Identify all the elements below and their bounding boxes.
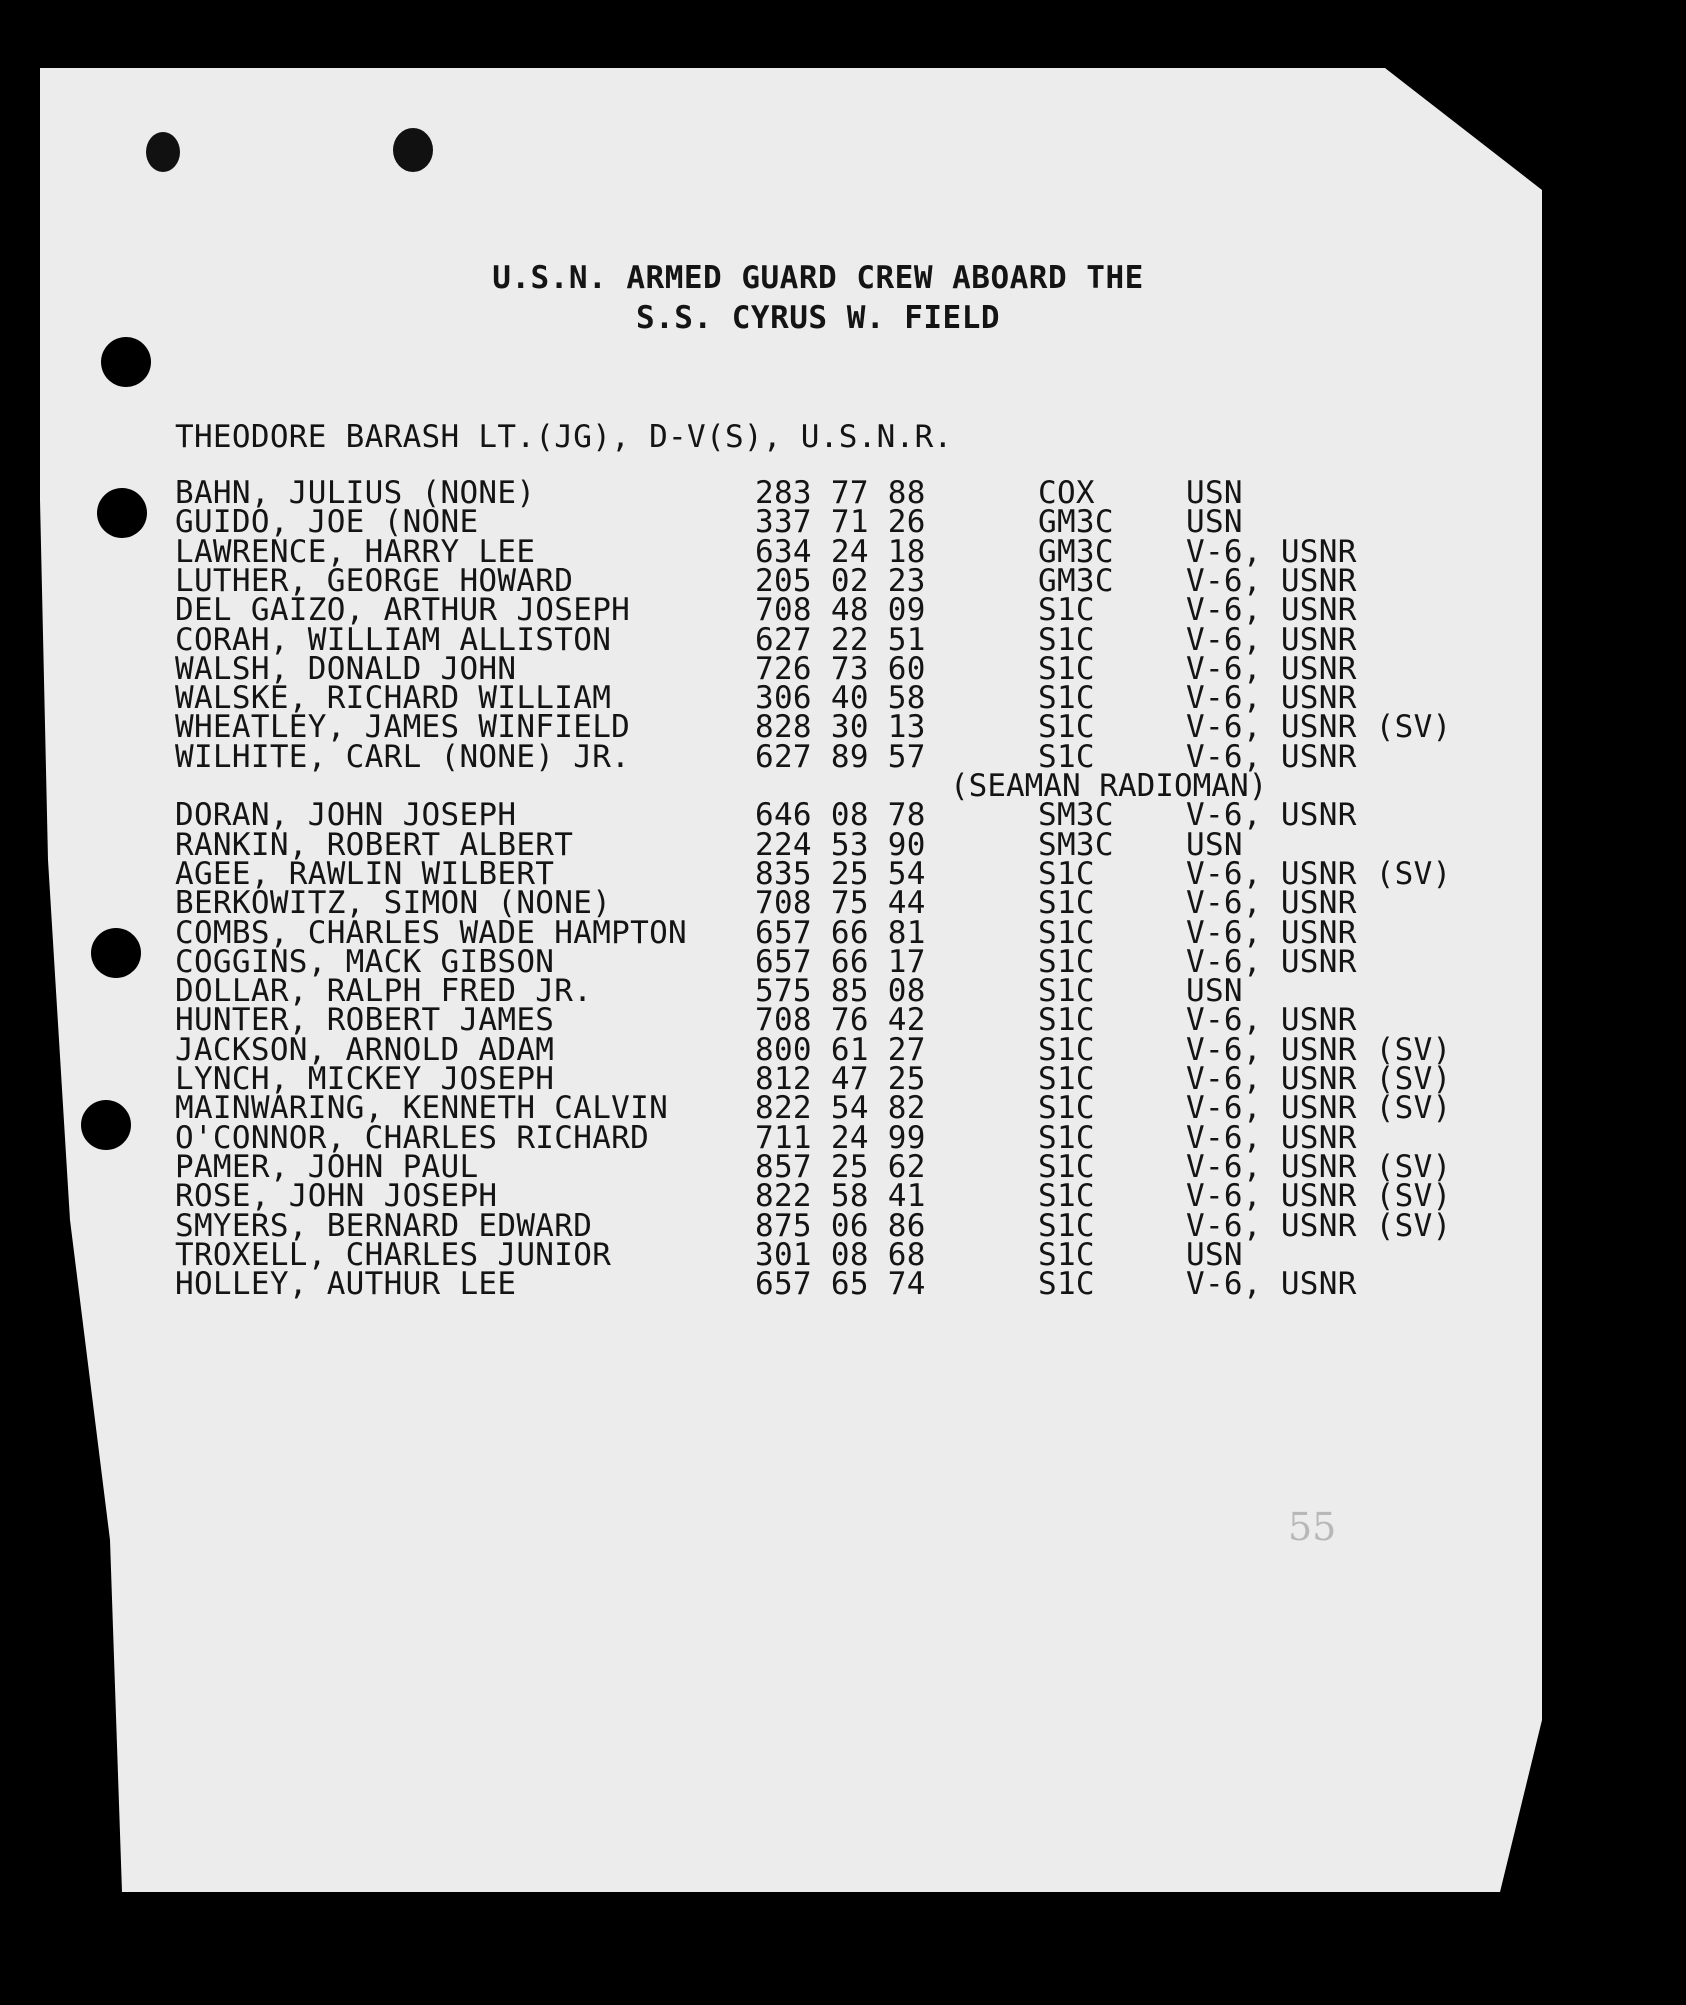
crew-name: HUNTER, ROBERT JAMES (175, 1002, 555, 1039)
crew-name: COMBS, CHARLES WADE HAMPTON (175, 914, 688, 951)
service-branch: V-6, USNR (SV) (1186, 855, 1452, 892)
rating: S1C (1038, 621, 1095, 658)
service-number: 627 89 57 (755, 738, 926, 775)
crew-name: ROSE, JOHN JOSEPH (175, 1178, 498, 1215)
rating: S1C (1038, 1207, 1095, 1244)
service-branch: V-6, USNR (1186, 943, 1357, 980)
service-branch: V-6, USNR (1186, 533, 1357, 570)
service-branch: USN (1186, 504, 1243, 541)
service-number: 627 22 51 (755, 621, 926, 658)
service-branch: V-6, USNR (1186, 1002, 1357, 1039)
document-title-line1: U.S.N. ARMED GUARD CREW ABOARD THE (492, 260, 1144, 296)
crew-name: RANKIN, ROBERT ALBERT (175, 826, 574, 863)
rating: GM3C (1038, 533, 1114, 570)
service-branch: V-6, USNR (1186, 885, 1357, 922)
service-number: 708 48 09 (755, 592, 926, 629)
rating: S1C (1038, 855, 1095, 892)
commanding-officer: THEODORE BARASH LT.(JG), D-V(S), U.S.N.R. (175, 419, 953, 455)
crew-name: DEL GAIZO, ARTHUR JOSEPH (175, 592, 631, 629)
crew-name: BAHN, JULIUS (NONE) (175, 475, 536, 511)
rating: S1C (1038, 1266, 1095, 1303)
rating: SM3C (1038, 797, 1114, 834)
crew-name: JACKSON, ARNOLD ADAM (175, 1031, 555, 1068)
service-number: 575 85 08 (755, 973, 926, 1010)
service-branch: USN (1186, 475, 1243, 511)
rating: S1C (1038, 1002, 1095, 1039)
service-branch: V-6, USNR (1186, 1266, 1357, 1303)
crew-name: O'CONNOR, CHARLES RICHARD (175, 1119, 650, 1156)
service-number: 657 66 17 (755, 943, 926, 980)
rating: GM3C (1038, 562, 1114, 599)
crew-name: COGGINS, MACK GIBSON (175, 943, 555, 980)
rating: S1C (1038, 1061, 1095, 1097)
rating: SM3C (1038, 826, 1114, 863)
crew-name: AGEE, RAWLIN WILBERT (175, 855, 555, 892)
service-number: 708 76 42 (755, 1002, 926, 1039)
service-number: 708 75 44 (755, 885, 926, 922)
service-number: 828 30 13 (755, 709, 926, 746)
service-number: 822 54 82 (755, 1090, 926, 1127)
rating: S1C (1038, 1236, 1095, 1273)
service-number: 812 47 25 (755, 1061, 926, 1097)
rating: S1C (1038, 592, 1095, 629)
service-number: 857 25 62 (755, 1148, 926, 1185)
crew-name: WALSKE, RICHARD WILLIAM (175, 680, 612, 717)
crew-name: DORAN, JOHN JOSEPH (175, 797, 517, 834)
rating: S1C (1038, 1090, 1095, 1127)
service-branch: V-6, USNR (1186, 738, 1357, 775)
rating: COX (1038, 475, 1095, 511)
service-number: 283 77 88 (755, 475, 926, 511)
service-branch: V-6, USNR (1186, 914, 1357, 951)
service-number: 224 53 90 (755, 826, 926, 863)
rating: S1C (1038, 1119, 1095, 1156)
document-title-line2: S.S. CYRUS W. FIELD (635, 300, 1001, 336)
service-branch: V-6, USNR (SV) (1186, 709, 1452, 746)
rating: GM3C (1038, 504, 1114, 541)
service-branch: V-6, USNR (1186, 592, 1357, 629)
rating: S1C (1038, 650, 1095, 687)
crew-name: TROXELL, CHARLES JUNIOR (175, 1236, 612, 1273)
service-number: 205 02 23 (755, 562, 926, 599)
page-number: 55 (1288, 1505, 1337, 1549)
service-number: 726 73 60 (755, 650, 926, 687)
crew-name: WHEATLEY, JAMES WINFIELD (175, 709, 631, 746)
service-number: 657 65 74 (755, 1266, 926, 1303)
service-branch: V-6, USNR (SV) (1186, 1090, 1452, 1127)
crew-name: LAWRENCE, HARRY LEE (175, 533, 536, 570)
service-branch: V-6, USNR (SV) (1186, 1178, 1452, 1215)
crew-name: HOLLEY, AUTHUR LEE (175, 1266, 517, 1303)
crew-name: MAINWARING, KENNETH CALVIN (175, 1090, 669, 1127)
service-number: 822 58 41 (755, 1178, 926, 1215)
service-branch: V-6, USNR (SV) (1186, 1148, 1452, 1185)
service-branch: V-6, USNR (1186, 680, 1357, 717)
service-branch: V-6, USNR (1186, 797, 1357, 834)
rating: S1C (1038, 885, 1095, 922)
service-branch: V-6, USNR (1186, 650, 1357, 687)
service-number: 337 71 26 (755, 504, 926, 541)
service-number: 657 66 81 (755, 914, 926, 951)
service-number: 646 08 78 (755, 797, 926, 834)
crew-name: WALSH, DONALD JOHN (175, 650, 517, 687)
service-branch: USN (1186, 826, 1243, 863)
service-branch: USN (1186, 1236, 1243, 1273)
service-branch: V-6, USNR (1186, 621, 1357, 658)
crew-name: PAMER, JOHN PAUL (175, 1148, 479, 1185)
service-branch: USN (1186, 973, 1243, 1010)
rating: S1C (1038, 914, 1095, 951)
service-number: 800 61 27 (755, 1031, 926, 1068)
crew-name: BERKOWITZ, SIMON (NONE) (175, 885, 612, 922)
service-number: 835 25 54 (755, 855, 926, 892)
service-branch: V-6, USNR (1186, 1119, 1357, 1156)
rating: S1C (1038, 1178, 1095, 1215)
crew-name: DOLLAR, RALPH FRED JR. (175, 973, 593, 1010)
service-number: 875 06 86 (755, 1207, 926, 1244)
rating: S1C (1038, 709, 1095, 746)
crew-name: CORAH, WILLIAM ALLISTON (175, 621, 612, 658)
service-number: 711 24 99 (755, 1119, 926, 1156)
service-number: 634 24 18 (755, 533, 926, 570)
service-branch: V-6, USNR (SV) (1186, 1031, 1452, 1068)
crew-name: SMYERS, BERNARD EDWARD (175, 1207, 593, 1244)
crew-name: GUIDO, JOE (NONE (175, 504, 479, 541)
crew-name: WILHITE, CARL (NONE) JR. (175, 738, 631, 775)
crew-name: LUTHER, GEORGE HOWARD (175, 562, 574, 599)
crew-name: LYNCH, MICKEY JOSEPH (175, 1061, 555, 1097)
service-branch: V-6, USNR (SV) (1186, 1207, 1452, 1244)
rating: S1C (1038, 1031, 1095, 1068)
service-number: 306 40 58 (755, 680, 926, 717)
rating: S1C (1038, 973, 1095, 1010)
service-branch: V-6, USNR (1186, 562, 1357, 599)
rating: S1C (1038, 943, 1095, 980)
service-number: 301 08 68 (755, 1236, 926, 1273)
service-branch: V-6, USNR (SV) (1186, 1061, 1452, 1097)
rating: S1C (1038, 738, 1095, 775)
rating: S1C (1038, 1148, 1095, 1185)
rating: S1C (1038, 680, 1095, 717)
section-note: (SEAMAN RADIOMAN) (950, 768, 1268, 804)
